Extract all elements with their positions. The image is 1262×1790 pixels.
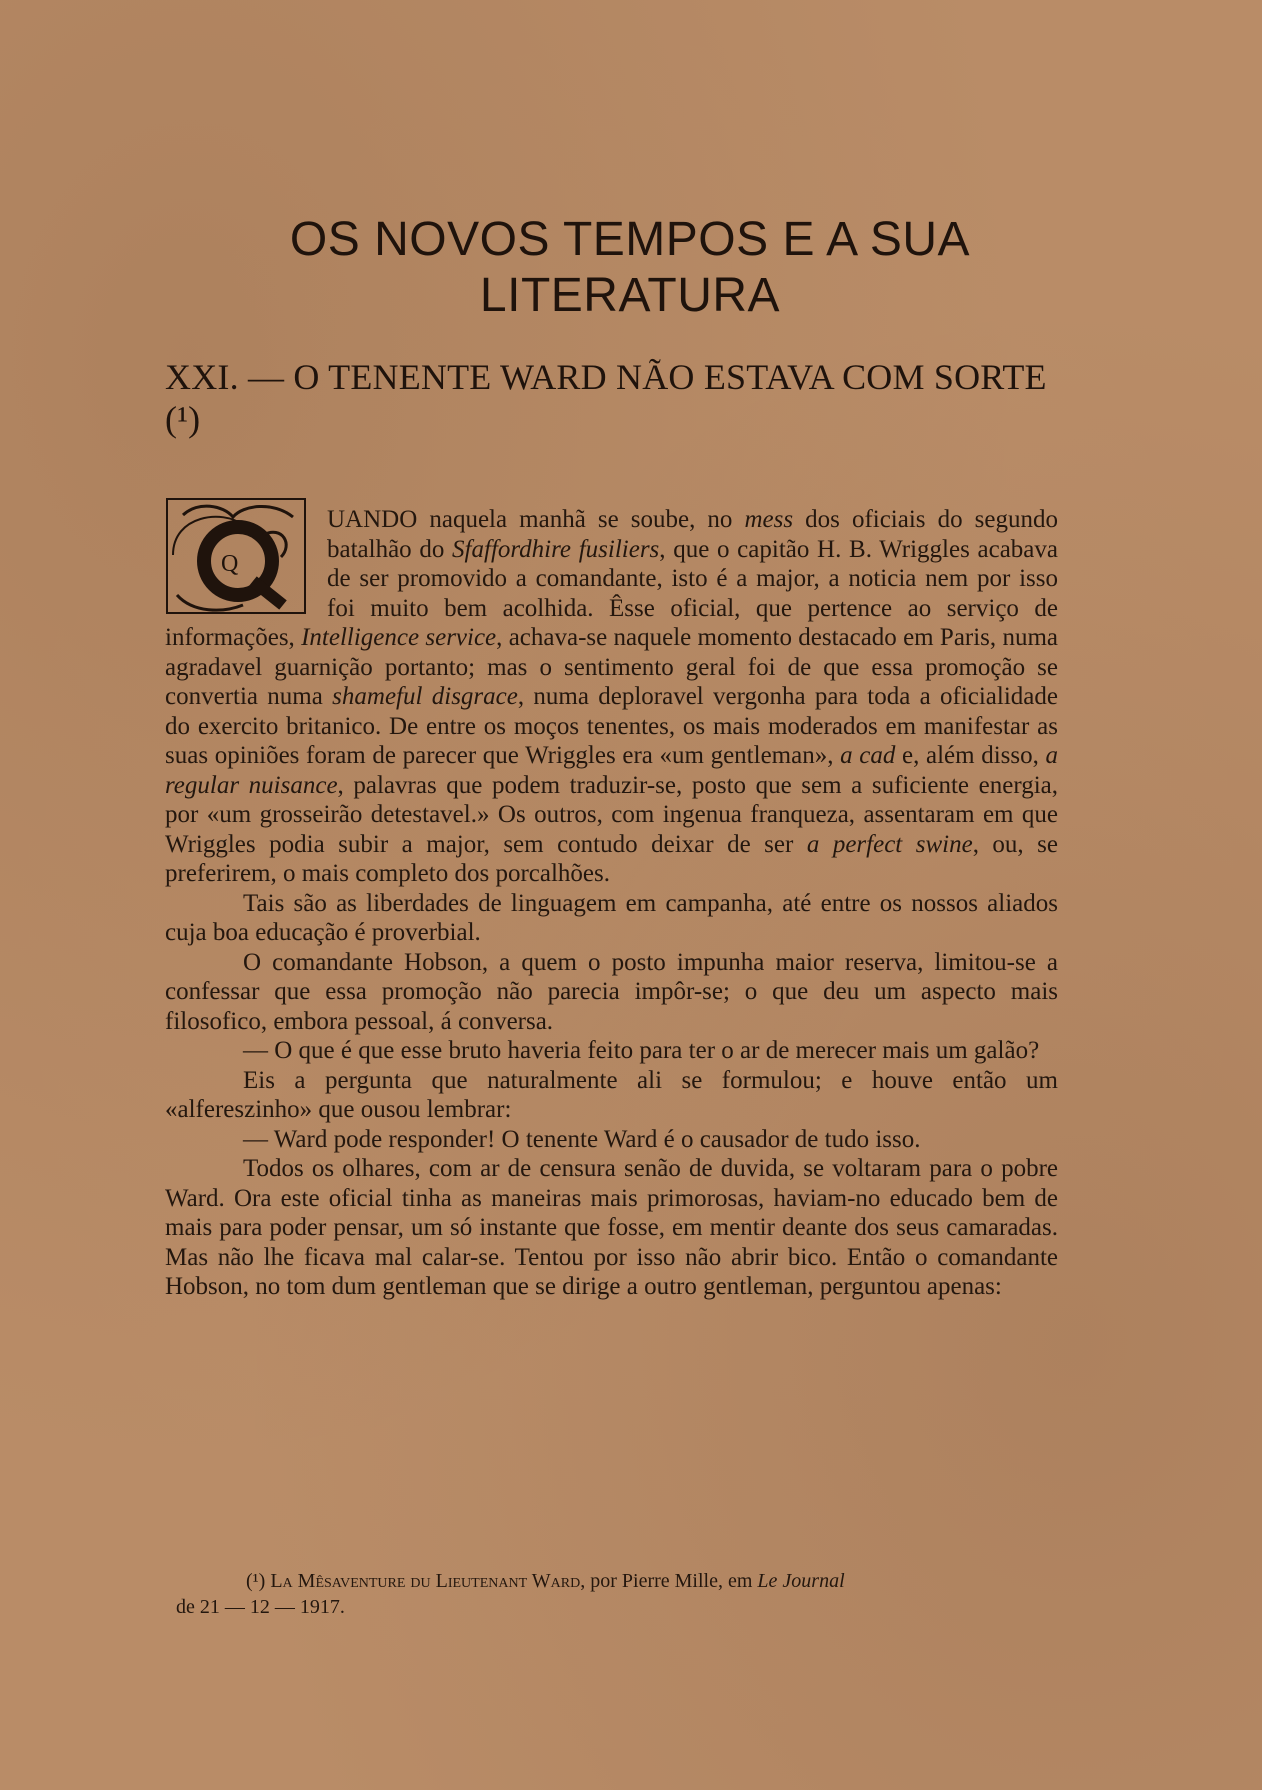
footnote: [176, 1568, 1066, 1620]
title-line-2: LITERATURA: [479, 269, 781, 322]
paragraphs: [165, 505, 1058, 1302]
paragraph: Tais são as liberdades de linguagem em campanha, até entre os nossos aliados cuja boa educação é proverbial.: [165, 889, 1058, 946]
chapter-subtitle: XXI. — O TENENTE WARD NÃO ESTAVA COM SORTE (¹): [165, 357, 1047, 439]
italic-phrase: shameful disgrace: [332, 683, 518, 710]
paragraph: Eis a pergunta que naturalmente ali se formulou; e houve então um «alfereszinho» que ousou lembrar:: [165, 1066, 1058, 1123]
page-title: [170, 212, 1090, 324]
paragraph: Todos os olhares, com ar de censura senão de duvida, se voltaram para o pobre Ward. Ora este oficial tinha as maneiras mais primorosas, haviam-no educado bem de mais para poder pensar, um só instante que fosse, em mentir deante dos seus camaradas. Mas não lhe ficava mal calar-se. Tentou por isso não abrir bico. Então o comandante Hobson, no tom dum gentleman que se dirige a outro gentleman, perguntou apenas:: [165, 1155, 1058, 1300]
paragraph: — O que é que esse bruto haveria feito para ter o ar de merecer mais um galão?: [243, 1037, 1040, 1064]
paragraph: O comandante Hobson, a quem o posto impunha maior reserva, limitou-se a confessar que essa promoção não parecia impôr-se; o que deu um aspecto mais filosofico, embora pessoal, á conversa.: [165, 948, 1058, 1035]
article-body: [165, 505, 1058, 1302]
italic-phrase: a cad: [840, 742, 896, 769]
paragraph: — Ward pode responder! O tenente Ward é o causador de tudo isso.: [243, 1125, 921, 1153]
dropcap-letter: Q: [221, 551, 239, 577]
ornamental-dropcap-q-icon: [163, 495, 313, 621]
footnote-date: de 21 — 12 — 1917.: [176, 1596, 345, 1618]
italic-phrase: mess: [744, 506, 794, 533]
footnote-mark: (¹): [246, 1570, 266, 1592]
footnote-source: La Mêsaventure du Lieutenant Ward: [270, 1570, 581, 1592]
title-line-1: OS NOVOS TEMPOS E A SUA: [289, 213, 971, 266]
paragraph-lead: UANDO: [327, 506, 418, 533]
italic-phrase: Sfaffordhire fusiliers: [452, 535, 660, 563]
italic-phrase: a perfect swine: [806, 830, 973, 858]
italic-phrase: Intelligence service: [301, 624, 497, 651]
paragraph: UANDO naquela manhã se soube, no mess dos oficiais do segundo batalhão do Sfaffordhire fusiliers, que o capitão H. B. Wriggles acabava de ser promovido a comandante, isto é a major, a noticia nem por isso foi muito bem acolhida. Êsse oficial, que pertence ao serviço de informações, Intelligence service, achava-se naquele momento destacado em Paris, numa agradavel guarnição portanto; mas o sentimento geral foi de que essa promoção se convertia numa shameful disgrace, numa deploravel vergonha para toda a oficialidade do exercito britanico. De entre os moços tenentes, os mais moderados em manifestar as suas opiniões foram de parecer que Wriggles era «um gentleman», a cad e, além disso, a regular nuisance, palavras que podem traduzir-se, posto que sem a suficiente energia, por «um grosseirão detestavel.» Os outros, com ingenua franqueza, assentaram em que Wriggles podia subir a major, sem contudo deixar de ser a perfect swine, ou, se preferirem, o mais completo dos porcalhões.: [165, 506, 1059, 887]
footnote-journal: Le Journal: [757, 1570, 845, 1592]
italic-phrase: a regular nuisance: [165, 742, 1058, 799]
footnote-author: , por Pierre Mille, em: [580, 1570, 758, 1592]
